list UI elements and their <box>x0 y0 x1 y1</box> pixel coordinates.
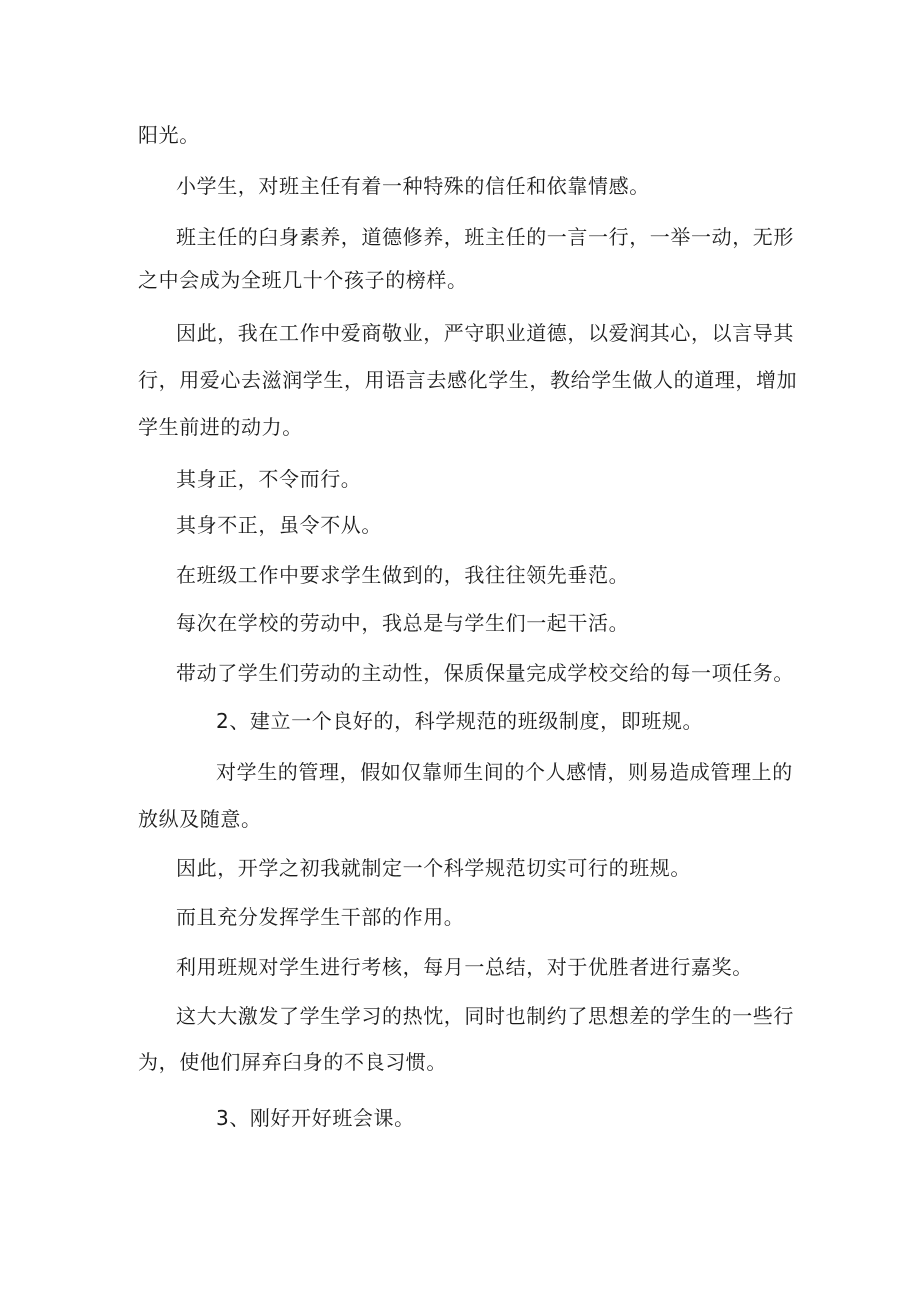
text-line: 其身不正，虽令不从。 <box>176 513 382 537</box>
text-line: 在班级工作中要求学生做到的，我往往领先垂范。 <box>176 563 630 587</box>
section-heading: 2、建立一个良好的，科学规范的班级制度，即班规。 <box>216 709 704 733</box>
text-line: 之中会成为全班几十个孩子的榜样。 <box>138 268 468 292</box>
text-line: 放纵及随意。 <box>138 807 262 831</box>
section-heading: 3、刚好开好班会课。 <box>216 1106 415 1130</box>
text-line: 利用班规对学生进行考核，每月一总结，对于优胜者进行嘉奖。 <box>176 955 753 979</box>
text-line: 其身正，不令而行。 <box>176 467 362 491</box>
text-line: 阳光。 <box>138 123 200 147</box>
text-line: 而且充分发挥学生干部的作用。 <box>176 905 465 929</box>
text-line: 因此，开学之初我就制定一个科学规范切实可行的班规。 <box>176 856 691 880</box>
text-line: 这大大激发了学生学习的热忱，同时也制约了思想差的学生的一些行 <box>176 1004 794 1028</box>
text-line: 行，用爱心去滋润学生，用语言去感化学生，教给学生做人的道理，增加 <box>138 368 798 392</box>
text-line: 小学生，对班主任有着一种特殊的信任和依靠情感。 <box>176 174 650 198</box>
text-line: 班主任的臼身素养，道德修养，班主任的一言一行，一举一动，无形 <box>176 225 794 249</box>
text-line: 因此，我在工作中爱商敬业，严守职业道德，以爱润其心，以言导其 <box>176 321 794 345</box>
text-line: 学生前进的动力。 <box>138 415 303 439</box>
text-line: 对学生的管理，假如仅靠师生间的个人感情，则易造成管理上的 <box>216 760 793 784</box>
text-line: 为，使他们屏弃臼身的不良习惯。 <box>138 1050 447 1074</box>
text-line: 每次在学校的劳动中，我总是与学生们一起干活。 <box>176 611 630 635</box>
text-line: 带动了学生们劳动的主动性，保质保量完成学校交给的每一项任务。 <box>176 661 794 685</box>
